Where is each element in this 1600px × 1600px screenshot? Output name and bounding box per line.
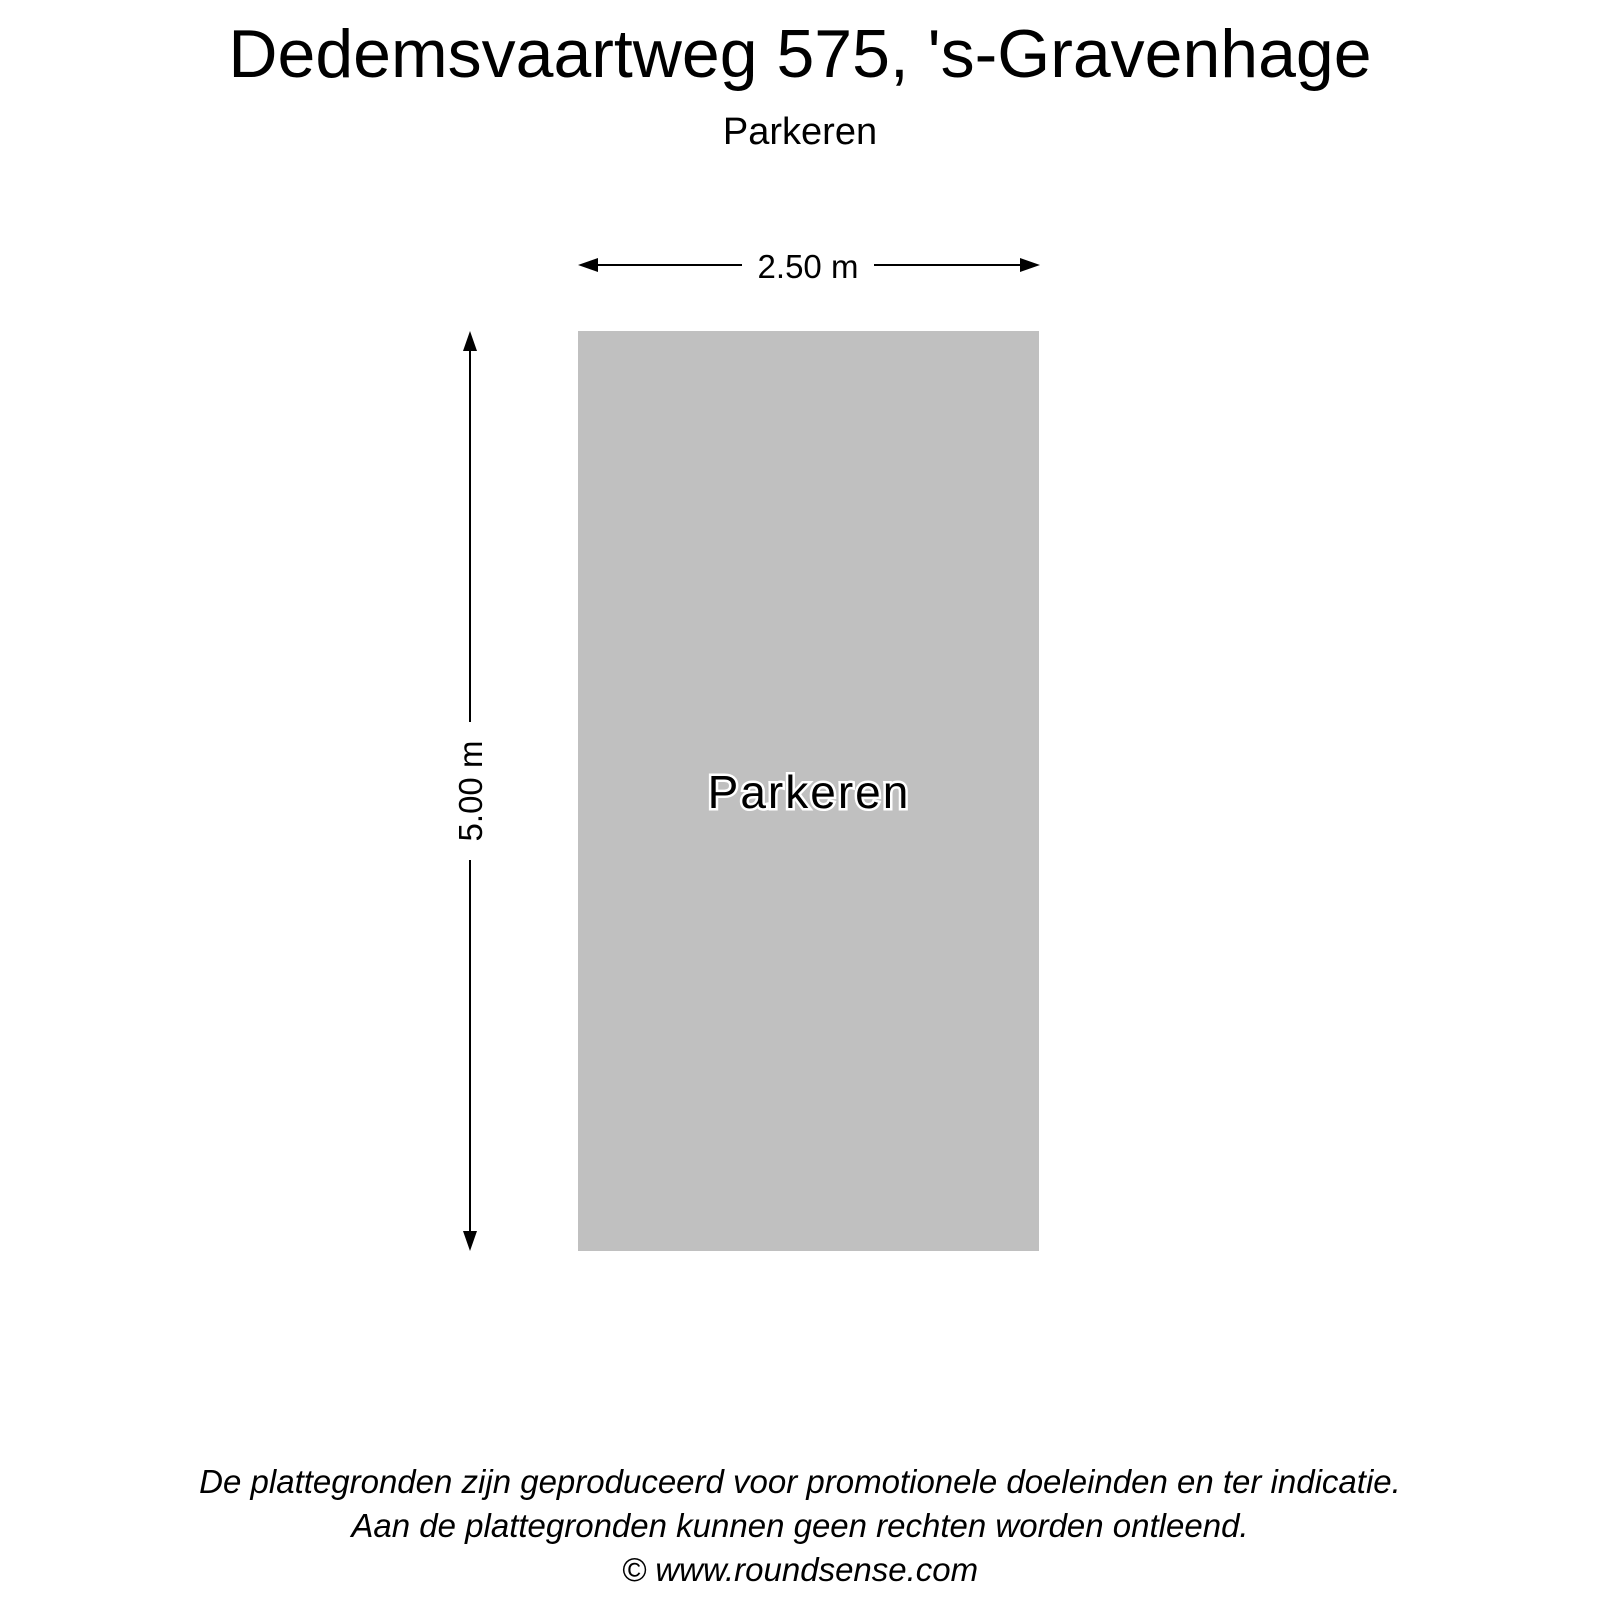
height-arrow-bottom-icon: [463, 1231, 477, 1251]
room-label: Parkeren: [707, 766, 911, 818]
height-arrow-top-icon: [463, 331, 477, 351]
page-subtitle: Parkeren: [722, 111, 878, 153]
copyright-link[interactable]: © www.roundsense.com: [621, 1551, 979, 1588]
height-dimension: [452, 331, 489, 1251]
disclaimer-line-2: Aan de plattegronden kunnen geen rechten worden ontleend.: [351, 1507, 1249, 1544]
page-title: Dedemsvaartweg 575, 's-Gravenhage: [228, 16, 1372, 92]
width-dimension: [578, 248, 1040, 285]
width-arrow-left-icon: [578, 258, 598, 272]
disclaimer: [0, 1460, 1600, 1592]
height-dimension-label: 5.00 m: [452, 740, 489, 842]
width-dimension-label: 2.50 m: [757, 248, 859, 285]
disclaimer-line-1: De plattegronden zijn geproduceerd voor promotionele doeleinden en ter indicatie.: [199, 1463, 1401, 1500]
width-arrow-right-icon: [1020, 258, 1040, 272]
